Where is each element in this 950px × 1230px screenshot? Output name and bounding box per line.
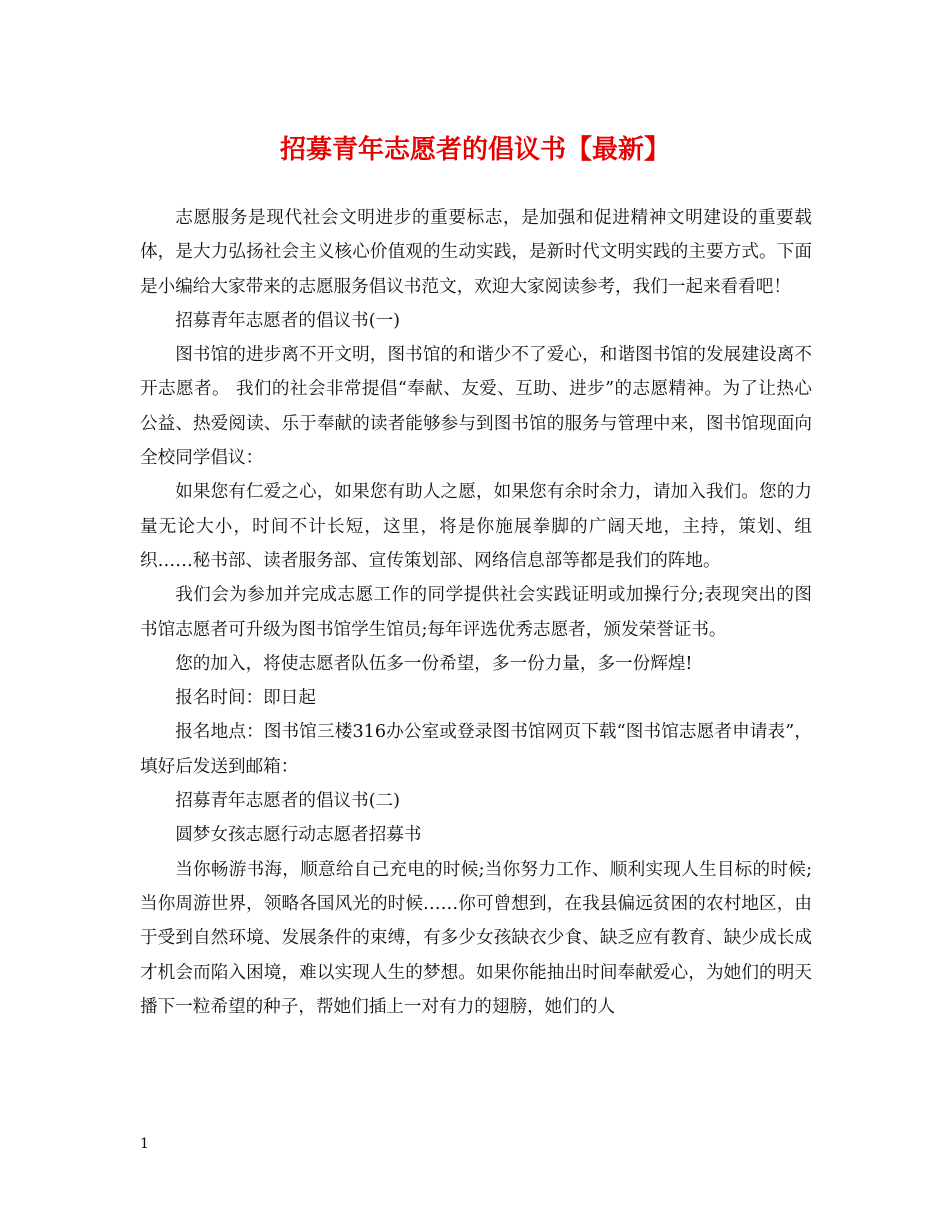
- paragraph-welcome: 您的加入，将使志愿者队伍多一份希望，多一份力量，多一份辉煌!: [175, 653, 693, 674]
- paragraph-library-intro: 图书馆的进步离不开文明，图书馆的和谐少不了爱心，和谐图书馆的发展建设离不开志愿者。 我们的社会非常提倡“奉献、友爱、互助、进步”的志愿精神。为了让热心公益、热爱阅读、乐于奉献的读者能够参与到图书馆的服务与管理中来，图书馆现面向全校同学倡议：: [140, 345, 812, 469]
- page-number: 1: [140, 1136, 149, 1152]
- document-body: [140, 201, 812, 1024]
- paragraph-recruit-title: 圆梦女孩志愿行动志愿者招募书: [175, 825, 422, 846]
- paragraph-signup-time: 报名时间：即日起: [175, 688, 316, 709]
- document-title: 招募青年志愿者的倡议书【最新】: [279, 135, 670, 165]
- section-heading-one: 招募青年志愿者的倡议书(一): [175, 310, 401, 331]
- paragraph-join-us: 如果您有仁爱之心，如果您有助人之愿，如果您有余时余力，请加入我们。您的力量无论大小，时间不计长短，这里，将是你施展拳脚的广阔天地，主持，策划、组织……秘书部、读者服务部、宣传策划部、网络信息部等都是我们的阵地。: [140, 482, 812, 571]
- paragraph-benefits: 我们会为参加并完成志愿工作的同学提供社会实践证明或加操行分;表现突出的图书馆志愿者可升级为图书馆学生馆员;每年评选优秀志愿者，颁发荣誉证书。: [140, 585, 812, 640]
- paragraph-intro: 志愿服务是现代社会文明进步的重要标志，是加强和促进精神文明建设的重要载体，是大力弘扬社会主义核心价值观的生动实践，是新时代文明实践的主要方式。下面是小编给大家带来的志愿服务倡议书范文，欢迎大家阅读参考，我们一起来看看吧！: [140, 208, 812, 297]
- paragraph-recruit-body: 当你畅游书海，顺意给自己充电的时候;当你努力工作、顺利实现人生目标的时候;当你周游世界，领略各国风光的时候……你可曾想到，在我县偏远贫困的农村地区，由于受到自然环境、发展条件的束缚，有多少女孩缺衣少食、缺乏应有教育、缺少成长成才机会而陷入困境，难以实现人生的梦想。如果你能抽出时间奉献爱心，为她们的明天播下一粒希望的种子，帮她们插上一对有力的翅膀，她们的人: [140, 859, 812, 1017]
- paragraph-signup-location: 报名地点：图书馆三楼316办公室或登录图书馆网页下载“图书馆志愿者申请表”，填好后发送到邮箱：: [140, 722, 812, 777]
- section-heading-two: 招募青年志愿者的倡议书(二): [175, 791, 401, 812]
